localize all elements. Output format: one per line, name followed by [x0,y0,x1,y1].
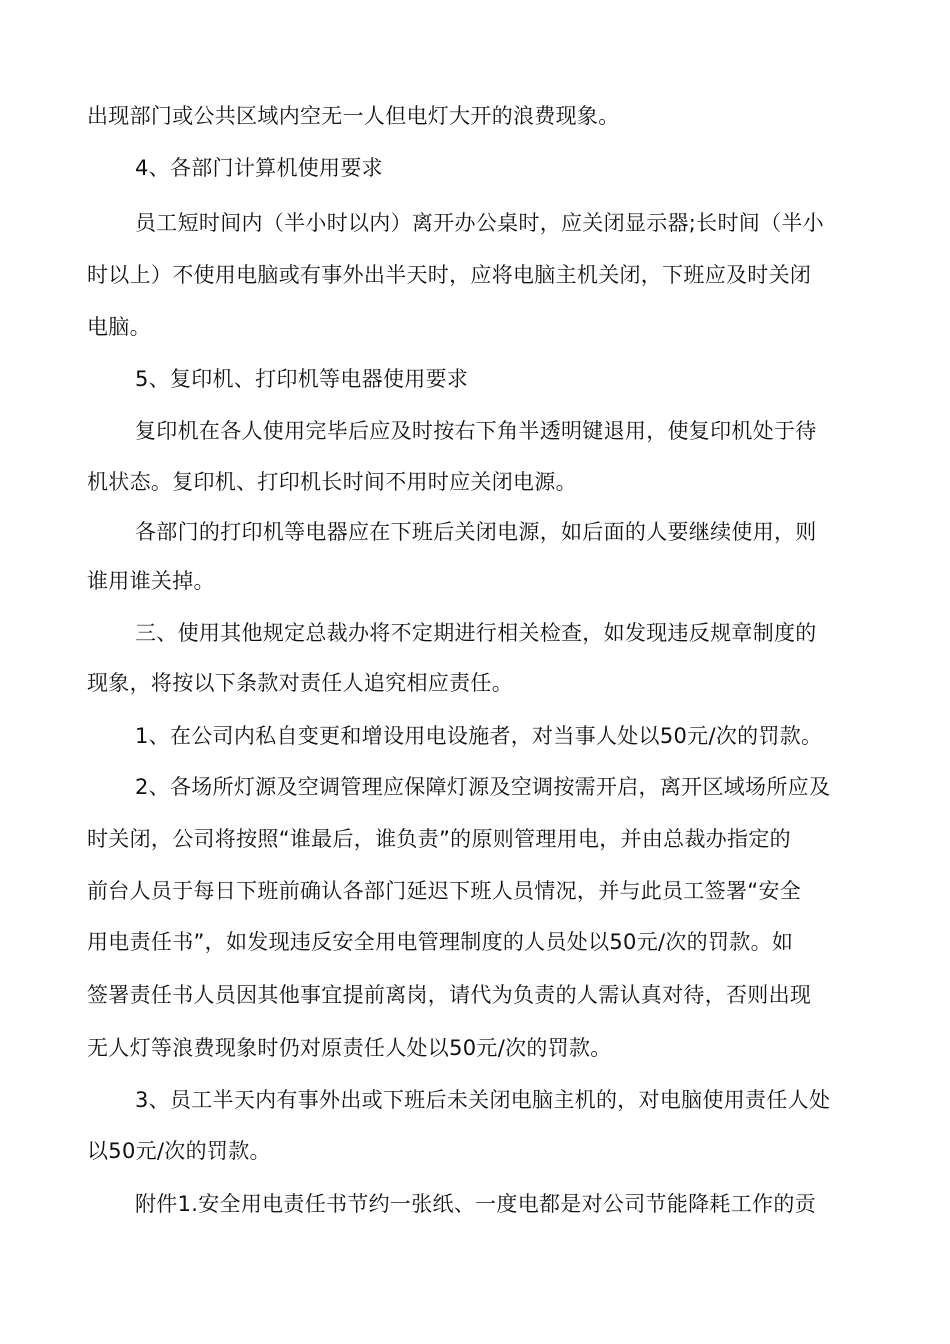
text-line: 附件1.安全用电责任书节约一张纸、一度电都是对公司节能降耗工作的贡 [135,1192,816,1216]
text-line: 谁用谁关掉。 [87,569,215,593]
text-line: 签署责任书人员因其他事宜提前离岗，请代为负责的人需认真对待，否则出现 [87,983,812,1007]
text-line: 现象，将按以下条款对责任人追究相应责任。 [87,671,513,695]
text-line: 各部门的打印机等电器应在下班后关闭电源，如后面的人要继续使用，则 [135,520,817,544]
section-heading: 三、使用其他规定总裁办将不定期进行相关检查，如发现违反规章制度的 [135,621,817,645]
text-line: 用电责任书”，如发现违反安全用电管理制度的人员处以50元/次的罚款。如 [87,930,794,954]
text-line: 员工短时间内（半小时以内）离开办公桌时，应关闭显示器;长时间（半小 [135,211,824,235]
text-line: 1、在公司内私自变更和增设用电设施者，对当事人处以50元/次的罚款。 [135,724,823,748]
text-line: 电脑。 [87,315,151,339]
text-line: 3、员工半天内有事外出或下班后未关闭电脑主机的，对电脑使用责任人处 [135,1088,831,1112]
text-line: 前台人员于每日下班前确认各部门延迟下班人员情况，并与此员工签署“安全 [87,879,802,903]
section-heading: 5、复印机、打印机等电器使用要求 [135,367,469,391]
text-line: 以50元/次的罚款。 [87,1139,271,1163]
text-line: 时以上）不使用电脑或有事外出半天时，应将电脑主机关闭，下班应及时关闭 [87,263,812,287]
text-line: 复印机在各人使用完毕后应及时按右下角半透明键退用，使复印机处于待 [135,419,817,443]
section-heading: 4、各部门计算机使用要求 [135,156,383,180]
text-line: 机状态。复印机、打印机长时间不用时应关闭电源。 [87,470,577,494]
text-line: 2、各场所灯源及空调管理应保障灯源及空调按需开启，离开区域场所应及 [135,775,831,799]
text-line: 无人灯等浪费现象时仍对原责任人处以50元/次的罚款。 [87,1036,612,1060]
text-line: 出现部门或公共区域内空无一人但电灯大开的浪费现象。 [87,104,620,128]
text-line: 时关闭，公司将按照“谁最后，谁负责”的原则管理用电，并由总裁办指定的 [87,827,791,851]
